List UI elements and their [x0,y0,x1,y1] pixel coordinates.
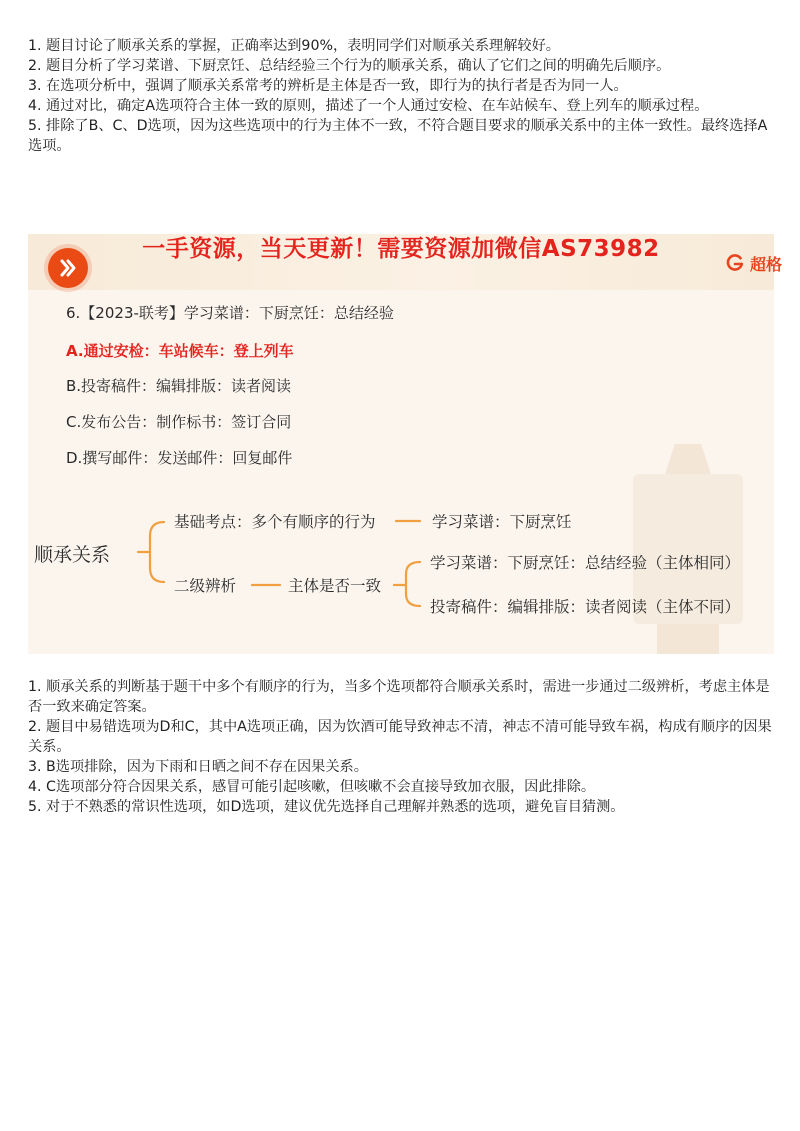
mindmap-connectors [28,234,774,654]
note-item: 1. 题目讨论了顺承关系的掌握，正确率达到90%，表明同学们对顺承关系理解较好。 [28,38,560,54]
mindmap-subject-consistency: 主体是否一致 [288,577,382,595]
banner-title: 一手资源，当天更新！需要资源加微信AS73982 [142,236,660,262]
option-d: D.撰写邮件：发送邮件：回复邮件 [66,449,293,467]
mindmap-secondary: 二级辨析 [174,577,237,595]
note-item: 5. 排除了B、C、D选项，因为这些选项中的行为主体不一致，不符合题目要求的顺承关系中的主体一致性。最终选择A选项。 [28,118,768,154]
note-item: 3. B选项排除，因为下雨和日晒之间不存在因果关系。 [28,759,368,775]
option-b: B.投寄稿件：编辑排版：读者阅读 [66,377,292,395]
note-item: 4. C选项部分符合因果关系，感冒可能引起咳嗽，但咳嗽不会直接导致加衣服，因此排除。 [28,779,596,795]
option-a-correct: A.通过安检：车站候车：登上列车 [66,342,294,360]
mindmap-root: 顺承关系 [34,544,111,566]
note-item: 2. 题目中易错选项为D和C，其中A选项正确，因为饮酒可能导致神志不清，神志不清可能导致车祸，构成有顺序的因果关系。 [28,719,772,755]
note-item: 1. 顺承关系的判断基于题干中多个有顺序的行为，当多个选项都符合顺承关系时，需进一步通过二级辨析，考虑主体是否一致来确定答案。 [28,679,770,715]
mindmap-same-subject: 学习菜谱：下厨烹饪：总结经验（主体相同） [430,554,741,572]
mindmap-basic-example: 学习菜谱：下厨烹饪 [432,513,572,531]
note-item: 2. 题目分析了学习菜谱、下厨烹饪、总结经验三个行为的顺承关系，确认了它们之间的明确先后顺序。 [28,58,671,74]
mindmap-basic-point: 基础考点：多个有顺序的行为 [174,513,376,531]
lecture-slide [28,234,783,654]
note-item: 3. 在选项分析中，强调了顺承关系常考的辨析是主体是否一致，即行为的执行者是否为同一人。 [28,78,628,94]
brand-logo-text: 超格 [750,255,783,274]
notes-bottom [28,677,780,817]
notes-top [28,36,780,156]
question-title: 6.【2023-联考】学习菜谱：下厨烹饪：总结经验 [66,304,394,322]
mindmap-different-subject: 投寄稿件：编辑排版：读者阅读（主体不同） [430,598,741,616]
note-item: 5. 对于不熟悉的常识性选项，如D选项，建议优先选择自己理解并熟悉的选项，避免盲目猜测。 [28,799,625,815]
option-c: C.发布公告：制作标书：签订合同 [66,413,292,431]
note-item: 4. 通过对比，确定A选项符合主体一致的原则，描述了一个人通过安检、在车站候车、登上列车的顺承过程。 [28,98,709,114]
